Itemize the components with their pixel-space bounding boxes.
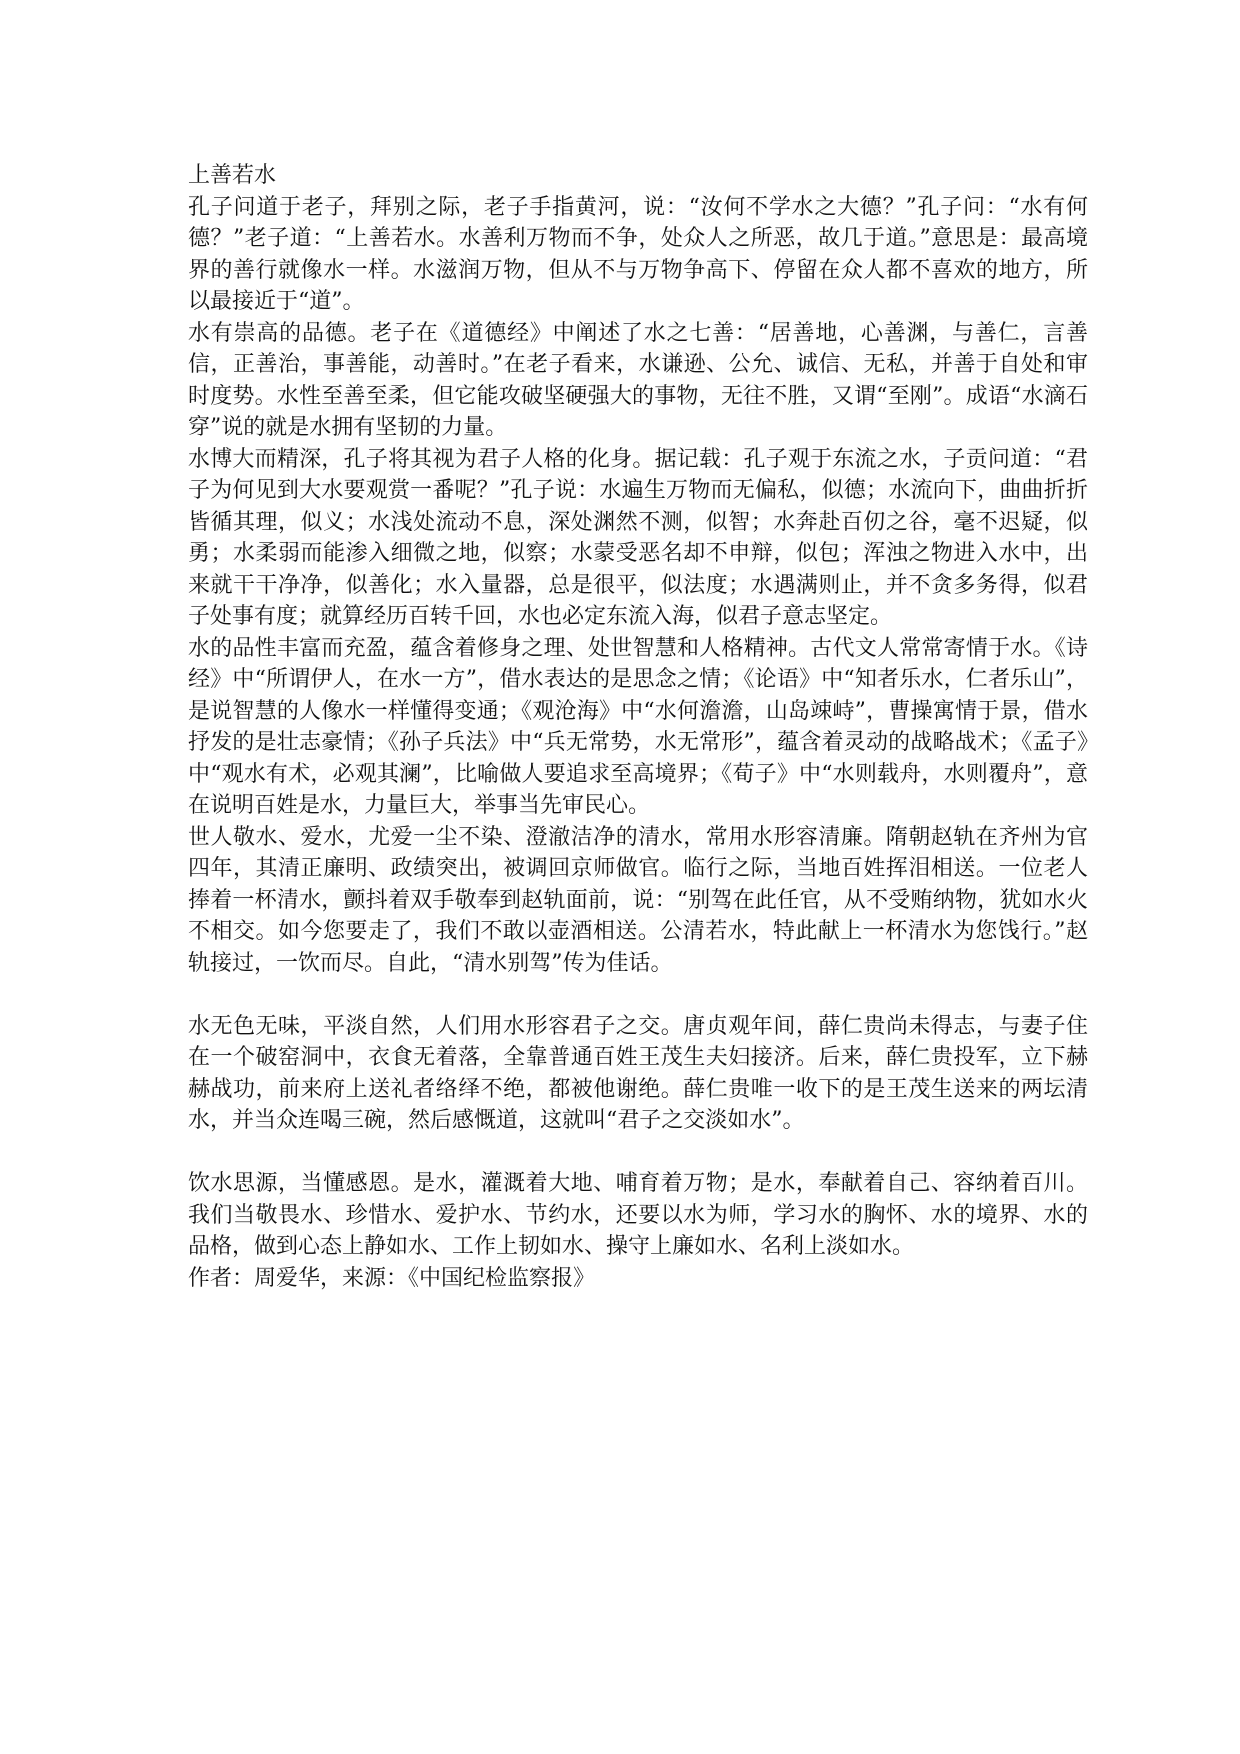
document-title: 上善若水 bbox=[188, 163, 277, 188]
blank-line bbox=[188, 979, 1088, 1011]
paragraph: 世人敬水、爱水，尤爱一尘不染、澄澈洁净的清水，常用水形容清廉。隋朝赵轨在齐州为官四年，其清正廉明、政绩突出，被调回京师做官。临行之际，当地百姓挥泪相送。一位老人捧着一杯清水，颤抖着双手敬奉到赵轨面前，说：“别驾在此任官，从不受贿纳物，犹如水火不相交。如今您要走了，我们不敢以壶酒相送。公清若水，特此献上一杯清水为您饯行。”赵轨接过，一饮而尽。自此，“清水别驾”传为佳话。 bbox=[188, 824, 1088, 976]
paragraph: 孔子问道于老子，拜别之际，老子手指黄河，说：“汝何不学水之大德？”孔子问：“水有何德？”老子道：“上善若水。水善利万物而不争，处众人之所恶，故几于道。”意思是：最高境界的善行就像水一样。水滋润万物，但从不与万物争高下、停留在众人都不喜欢的地方，所以最接近于“道”。 bbox=[188, 194, 1088, 314]
paragraph: 水博大而精深，孔子将其视为君子人格的化身。据记载：孔子观于东流之水，子贡问道：“君子为何见到大水要观赏一番呢？”孔子说：水遍生万物而无偏私，似德；水流向下，曲曲折折皆循其理，似义；水浅处流动不息，深处渊然不测，似智；水奔赴百仞之谷，毫不迟疑，似勇；水柔弱而能渗入细微之地，似察；水蒙受恶名却不申辩，似包；浑浊之物进入水中，出来就干干净净，似善化；水入量器，总是很平，似法度；水遇满则止，并不贪多务得，似君子处事有度；就算经历百转千回，水也必定东流入海，似君子意志坚定。 bbox=[188, 446, 1088, 629]
byline: 作者：周爱华，来源：《中国纪检监察报》 bbox=[188, 1265, 596, 1291]
paragraph: 水的品性丰富而充盈，蕴含着修身之理、处世智慧和人格精神。古代文人常常寄情于水。《诗经》中“所谓伊人，在水一方”，借水表达的是思念之情；《论语》中“知者乐水，仁者乐山”，是说智慧的人像水一样懂得变通；《观沧海》中“水何澹澹，山岛竦峙”，曹操寓情于景，借水抒发的是壮志豪情；《孙子兵法》中“兵无常势，水无常形”，蕴含着灵动的战略战术；《孟子》中“观水有术，必观其澜”，比喻做人要追求至高境界；《荀子》中“水则载舟，水则覆舟”，意在说明百姓是水，力量巨大，举事当先审民心。 bbox=[188, 635, 1088, 818]
paragraph: 水有崇高的品德。老子在《道德经》中阐述了水之七善：“居善地，心善渊，与善仁，言善信，正善治，事善能，动善时。”在老子看来，水谦逊、公允、诚信、无私，并善于自处和审时度势。水性至善至柔，但它能攻破坚硬强大的事物，无往不胜，又谓“至刚”。成语“水滴石穿”说的就是水拥有坚韧的力量。 bbox=[188, 320, 1088, 440]
document-page bbox=[188, 160, 1088, 1294]
blank-line bbox=[188, 1137, 1088, 1169]
paragraph: 饮水思源，当懂感恩。是水，灌溉着大地、哺育着万物；是水，奉献着自己、容纳着百川。我们当敬畏水、珍惜水、爱护水、节约水，还要以水为师，学习水的胸怀、水的境界、水的品格，做到心态上静如水、工作上韧如水、操守上廉如水、名利上淡如水。 bbox=[188, 1171, 1088, 1259]
paragraph: 水无色无味，平淡自然，人们用水形容君子之交。唐贞观年间，薛仁贵尚未得志，与妻子住在一个破窑洞中，衣食无着落，全靠普通百姓王茂生夫妇接济。后来，薛仁贵投军，立下赫赫战功，前来府上送礼者络绎不绝，都被他谢绝。薛仁贵唯一收下的是王茂生送来的两坛清水，并当众连喝三碗，然后感慨道，这就叫“君子之交淡如水”。 bbox=[188, 1013, 1088, 1133]
